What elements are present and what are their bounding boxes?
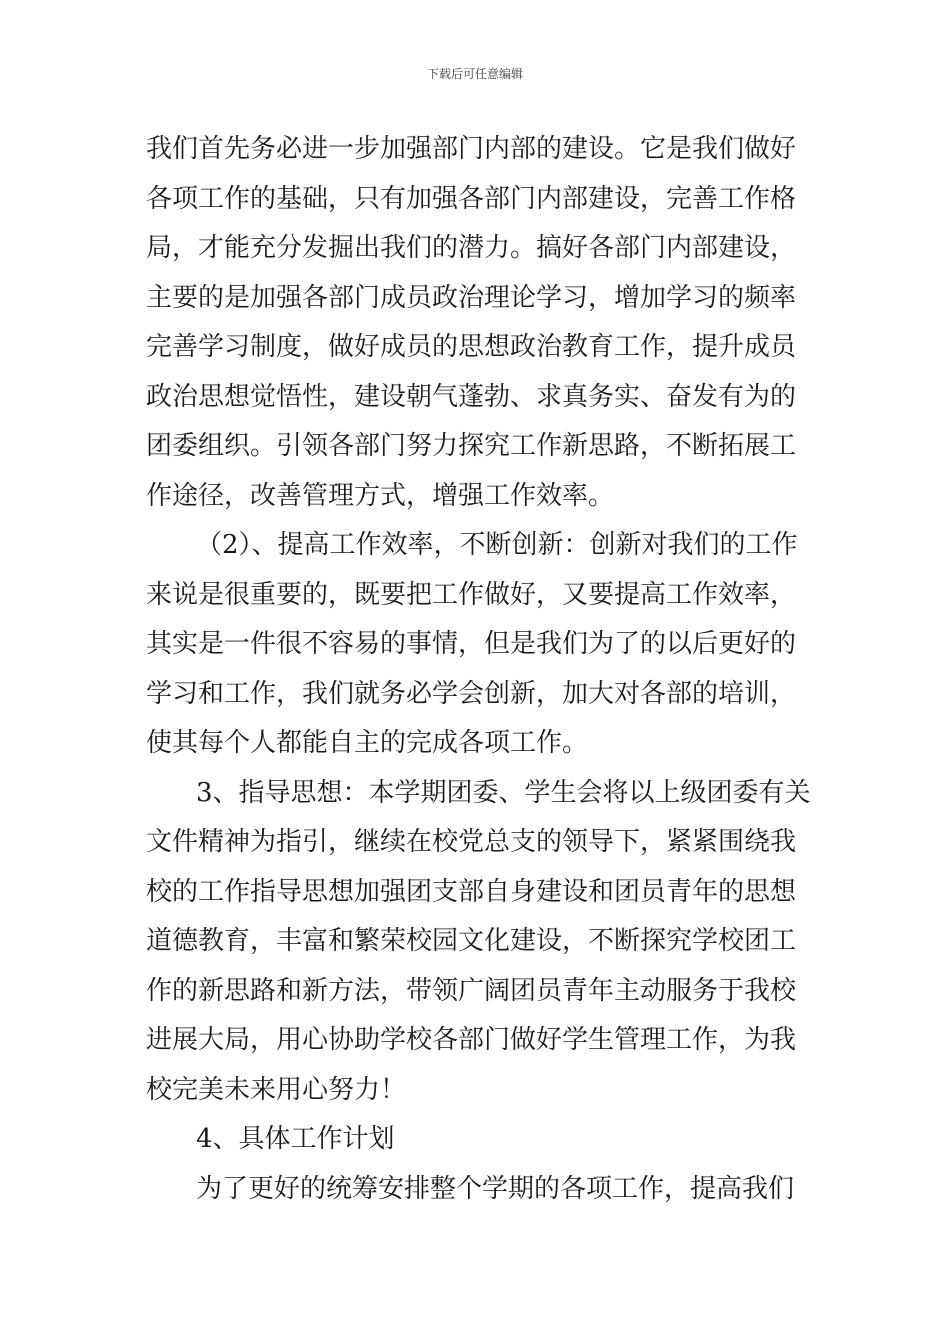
text-line-2: 各项工作的基础，只有加强各部门内部建设，完善工作格 <box>146 183 797 214</box>
text-line-5: 完善学习制度，做好成员的思想政治教育工作，提升成员 <box>146 332 797 362</box>
text-line-9: （2）、提高工作效率，不断创新：创新对我们的工作 <box>196 530 798 560</box>
text-line-19: 进展大局，用心协助学校各部门做好学生管理工作，为我 <box>146 1025 797 1055</box>
page-header: 下载后可任意编辑 <box>426 67 523 81</box>
text-line-17: 道德教育，丰富和繁荣校园文化建设，不断探究学校团工 <box>146 926 797 956</box>
document-body <box>146 125 810 1214</box>
text-line-11: 其实是一件很不容易的事情，但是我们为了的以后更好的 <box>146 629 797 659</box>
text-line-7: 团委组织。引领各部门努力探究工作新思路，不断拓展工 <box>146 431 797 461</box>
text-line-18: 作的新思路和新方法，带领广阔团员青年主动服务于我校 <box>146 975 797 1006</box>
text-line-4: 主要的是加强各部门成员政治理论学习，增加学习的频率 <box>146 282 797 313</box>
text-line-16: 校的工作指导思想加强团支部自身建设和团员青年的思想 <box>146 876 797 907</box>
text-line-3: 局，才能充分发掘出我们的潜力。搞好各部门内部建设， <box>146 233 797 263</box>
text-line-10: 来说是很重要的，既要把工作做好，又要提高工作效率， <box>146 579 797 610</box>
text-line-6: 政治思想觉悟性，建设朝气蓬勃、求真务实、奋发有为的 <box>146 381 797 412</box>
text-line-1: 我们首先务必进一步加强部门内部的建设。它是我们做好 <box>146 134 797 164</box>
text-line-14: 3、指导思想：本学期团委、学生会将以上级团委有关 <box>196 777 811 808</box>
text-line-21: 4、具体工作计划 <box>196 1124 395 1154</box>
text-line-8: 作途径，改善管理方式，增强工作效率。 <box>146 480 615 511</box>
text-line-15: 文件精神为指引，继续在校党总支的领导下，紧紧围绕我 <box>146 827 797 857</box>
text-line-12: 学习和工作，我们就务必学会创新，加大对各部的培训， <box>146 678 797 709</box>
text-line-13: 使其每个人都能自主的完成各项工作。 <box>146 728 589 758</box>
text-line-22: 为了更好的统筹安排整个学期的各项工作，提高我们 <box>196 1173 795 1204</box>
text-line-20: 校完美未来用心努力！ <box>146 1074 407 1105</box>
